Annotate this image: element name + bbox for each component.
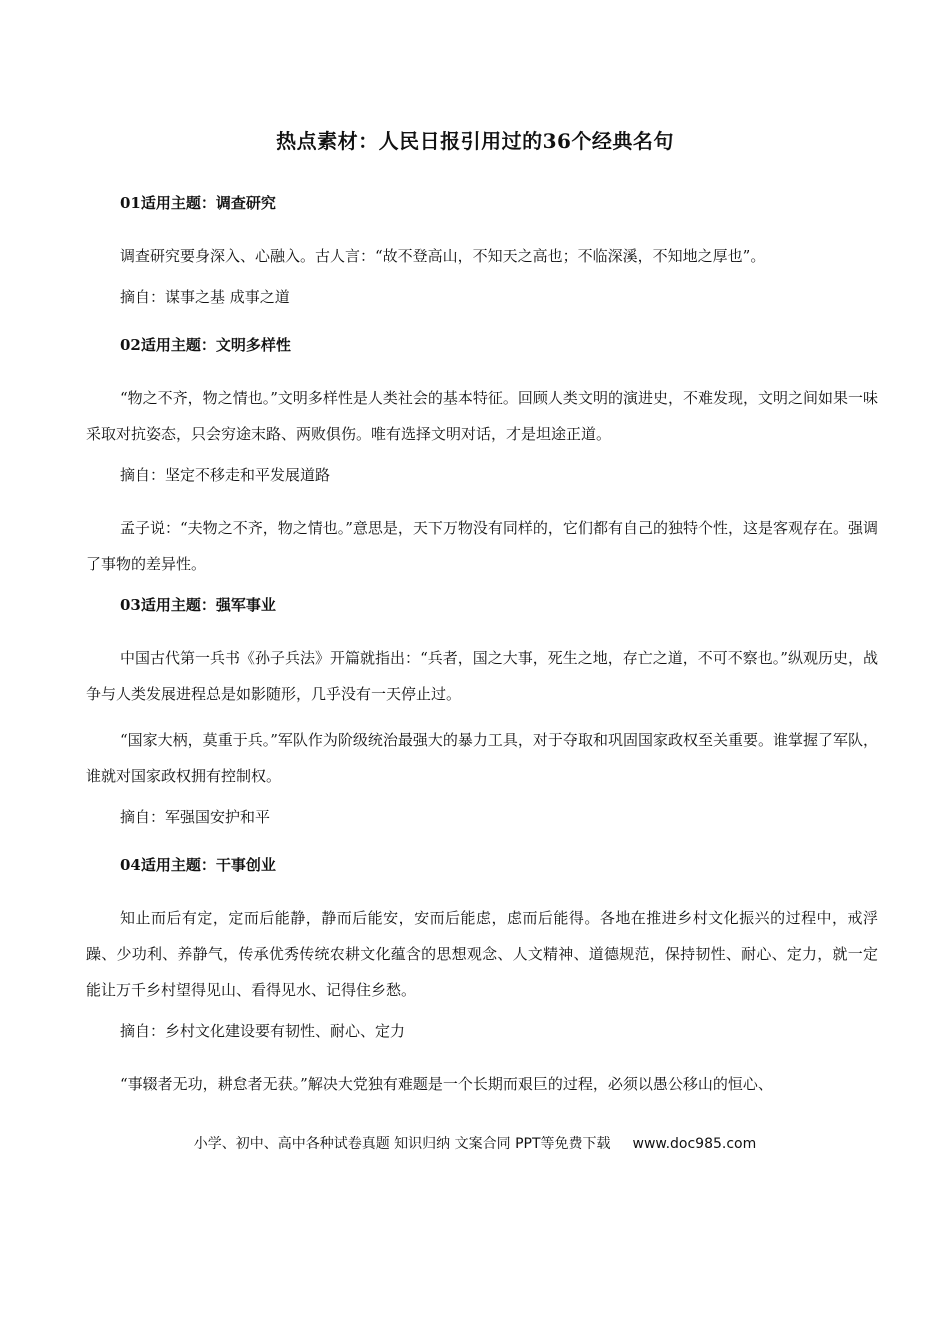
document-body <box>86 190 878 1112</box>
footer-text: 小学、初中、高中各种试卷真题 知识归纳 文案合同 PPT等免费下载 <box>193 1136 611 1152</box>
source-line: 摘自：谋事之基 成事之道 <box>120 288 290 306</box>
section-heading-03: 03适用主题：强军事业 <box>120 596 276 614</box>
paragraph: 中国古代第一兵书《孙子兵法》开篇就指出：“兵者，国之大事，死生之地，存亡之道，不可不察也。”纵观历史，战争与人类发展进程总是如影随形，几乎没有一天停止过。 <box>86 649 878 703</box>
paragraph: “事辍者无功，耕怠者无获。”解决大党独有难题是一个长期而艰巨的过程，必须以愚公移山的恒心、 <box>120 1075 773 1093</box>
paragraph: “国家大柄，莫重于兵。”军队作为阶级统治最强大的暴力工具，对于夺取和巩固国家政权至关重要。谁掌握了军队，谁就对国家政权拥有控制权。 <box>86 731 878 785</box>
page-title: 热点素材：人民日报引用过的36个经典名句 <box>276 129 674 153</box>
source-line: 摘自：军强国安护和平 <box>120 808 271 826</box>
paragraph: 知止而后有定，定而后能静，静而后能安，安而后能虑，虑而后能得。各地在推进乡村文化振兴的过程中，戒浮躁、少功利、养静气，传承优秀传统农耕文化蕴含的思想观念、人文精神、道德规范，保持韧性、耐心、定力，就一定能让万千乡村望得见山、看得见水、记得住乡愁。 <box>86 909 878 999</box>
source-line: 摘自：坚定不移走和平发展道路 <box>120 466 331 484</box>
section-heading-04: 04适用主题：干事创业 <box>120 856 276 874</box>
section-heading-01: 01适用主题：调查研究 <box>120 194 276 212</box>
footer-url: www.doc985.com <box>632 1136 757 1152</box>
page-footer <box>0 1133 950 1155</box>
paragraph: 孟子说：“夫物之不齐，物之情也。”意思是，天下万物没有同样的，它们都有自己的独特个性，这是客观存在。强调了事物的差异性。 <box>86 519 878 573</box>
paragraph: 调查研究要身深入、心融入。古人言：“故不登高山，不知天之高也；不临深溪，不知地之厚也”。 <box>120 247 766 265</box>
source-line: 摘自：乡村文化建设要有韧性、耐心、定力 <box>120 1022 406 1040</box>
section-heading-02: 02适用主题：文明多样性 <box>120 336 291 354</box>
paragraph: “物之不齐，物之情也。”文明多样性是人类社会的基本特征。回顾人类文明的演进史，不难发现，文明之间如果一味采取对抗姿态，只会穷途末路、两败俱伤。唯有选择文明对话，才是坦途正道。 <box>86 389 878 443</box>
